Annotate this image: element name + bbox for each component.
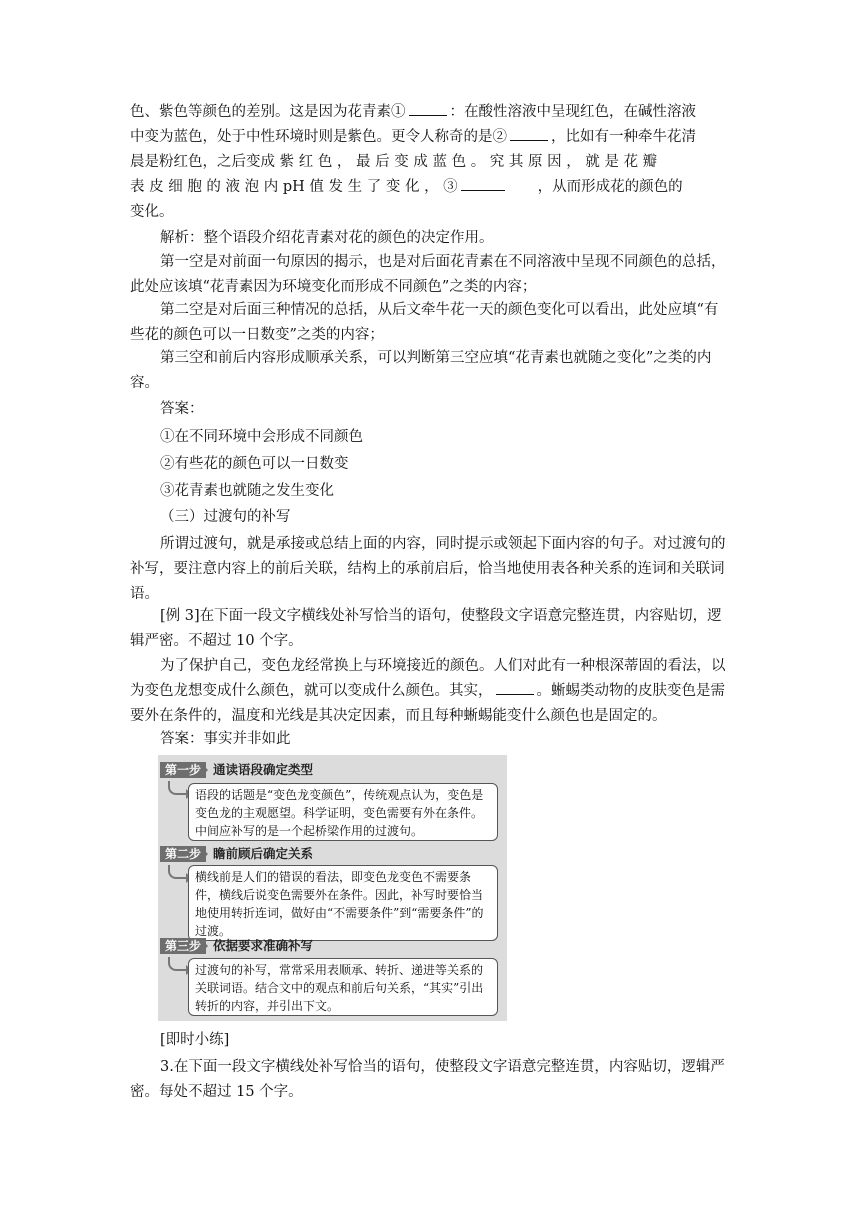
step-2-header [158, 845, 507, 863]
passage-text: 。蜥蜴类动物的皮肤变色是需要外在条件的，温度和光线是其决定因素，而且每种蜥蜴能变什么颜色也是固定的。 [130, 683, 725, 724]
step-3-tag: 第三步 [160, 938, 206, 954]
intro-line-4 [130, 175, 730, 200]
blank-1 [409, 101, 447, 116]
intro-text: 表 皮 细 胞 的 液 泡 内 pH 值 发 生 了 变 化 ， ③ [130, 179, 458, 195]
intro-line-1 [130, 100, 730, 125]
practice-label: [即时小练] [160, 1032, 230, 1048]
intro-text: 中变为蓝色，处于中性环境时则是紫色。更令人称奇的是② [130, 129, 507, 145]
intro-line-3: 晨是粉红色，之后变成 紫 红 色 ， 最 后 变 成 蓝 色 。 究 其 原 因 ， 就 是 花 瓣 [130, 154, 658, 170]
blank-example [496, 680, 534, 695]
intro-text: ，比如有一种牵牛花清 [551, 129, 696, 145]
intro-text: 色、紫色等颜色的差别。这是因为花青素① [130, 104, 406, 120]
step-1-title: 通读语段确定类型 [213, 762, 314, 777]
answer-item-3: ③花青素也就随之发生变化 [160, 483, 334, 499]
analysis-para-3: 第三空和前后内容形成顺承关系，可以判断第三空应填“花青素也就随之变化”之类的内容。 [130, 350, 712, 391]
answer-item-2: ②有些花的颜色可以一日数变 [160, 456, 349, 472]
arrow-icon [202, 848, 208, 860]
practice-question: 3.在下面一段文字横线处补写恰当的语句，使整段文字语意完整连贯，内容贴切，逻辑严密。每处不超过 15 个字。 [130, 1059, 725, 1100]
blank-3 [461, 176, 505, 191]
step-2-tag: 第二步 [160, 846, 206, 862]
hook-arrow-icon [168, 865, 186, 879]
step-2-title: 瞻前顾后确定关系 [213, 846, 314, 861]
answer-item-1: ①在不同环境中会形成不同颜色 [160, 429, 363, 445]
solution-steps-figure [158, 755, 507, 1021]
answer-label: 答案： [160, 401, 204, 417]
arrow-icon [202, 940, 208, 952]
example-passage [130, 654, 730, 729]
step-3-title: 依据要求准确补写 [213, 938, 314, 953]
passage-text: 为了保护自己，变色龙经常换上与环境接近的颜色。人们对此有一种根深蒂固的看法，以为变色龙想变成什么颜色，就可以变成什么颜色。其实， [130, 658, 726, 699]
step-2-body: 横线前是人们的错误的看法，即变色龙变色不需要条件，横线后说变色需要外在条件。因此，补写时要恰当地使用转折连词，做好由“不需要条件”到“需要条件”的过渡。 [188, 865, 498, 941]
step-1-header [158, 761, 507, 779]
example-prompt: [例 3]在下面一段文字横线处补写恰当的语句，使整段文字语意完整连贯，内容贴切，逻辑严密。不超过 10 个字。 [130, 608, 722, 649]
intro-text: ：在酸性溶液中呈现红色，在碱性溶液 [449, 104, 696, 120]
analysis-para-2: 第二空是对后面三种情况的总括，从后文牵牛花一天的颜色变化可以看出，此处应填“有些花的颜色可以一日数变”之类的内容； [130, 302, 719, 343]
blank-2 [510, 126, 548, 141]
intro-line-2 [130, 125, 730, 150]
step-3-header [158, 937, 507, 955]
step-3-body: 过渡句的补写，常常采用表顺承、转折、递进等关系的关联词语。结合文中的观点和前后句关系，“其实”引出转折的内容，并引出下文。 [188, 958, 498, 1016]
step-1-body: 语段的话题是“变色龙变颜色”，传统观点认为，变色是变色龙的主观愿望。科学证明，变色需要有外在条件。中间应补写的是一个起桥梁作用的过渡句。 [188, 783, 498, 841]
intro-line-5: 变化。 [130, 204, 174, 220]
intro-text: ，从而形成花的颜色的 [537, 179, 683, 195]
arrow-icon [202, 764, 208, 776]
hook-arrow-icon [168, 781, 186, 795]
step-1-tag: 第一步 [160, 762, 206, 778]
analysis-lead: 解析：整个语段介绍花青素对花的颜色的决定作用。 [160, 230, 494, 246]
analysis-para-1: 第一空是对前面一句原因的揭示，也是对后面花青素在不同溶液中呈现不同颜色的总括，此处应该填“花青素因为环境变化而形成不同颜色”之类的内容； [130, 254, 726, 295]
hook-arrow-icon [168, 957, 186, 971]
section-heading: （三）过渡句的补写 [160, 509, 291, 525]
section-description: 所谓过渡句，就是承接或总结上面的内容，同时提示或领起下面内容的句子。对过渡句的补写，要注意内容上的前后关联，结构上的承前启后，恰当地使用表各种关系的连词和关联词语。 [130, 536, 726, 602]
example-answer: 答案：事实并非如此 [160, 731, 291, 747]
